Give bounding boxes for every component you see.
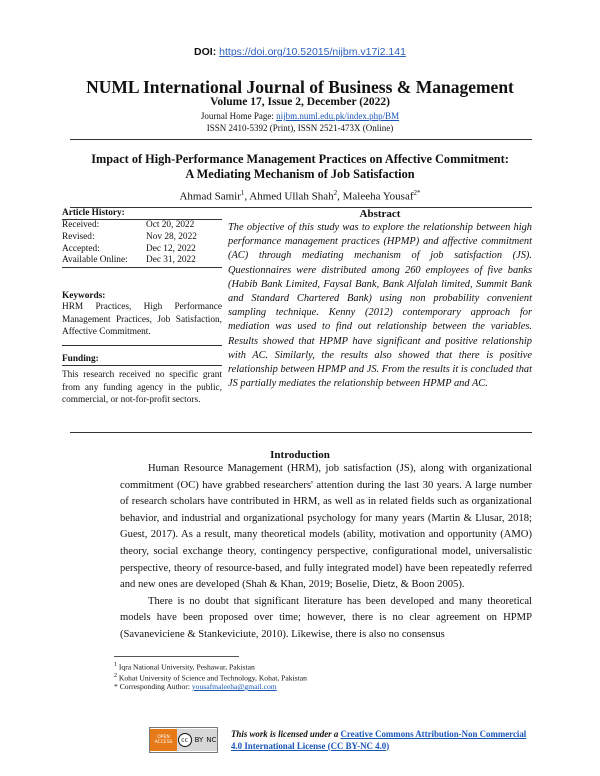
journal-home-page	[0, 111, 600, 121]
history-label: Revised:	[62, 231, 95, 242]
author-list: Ahmad Samir$^1$, Ahmed Ullah Shah$^2$, Maleeha Yousaf$^{2*}$	[179, 189, 421, 203]
abstract-body	[228, 221, 532, 391]
keywords-text: HRM Practices, High Performance Management Practices, Job Satisfaction, Affective Commitment.	[62, 302, 222, 338]
issn-line: ISSN 2410-5392 (Print), ISSN 2521-473X (Online)	[206, 123, 394, 133]
history-label: Accepted:	[62, 243, 100, 254]
author-affiliation-mark: 2	[333, 189, 338, 197]
home-page-label: Journal Home Page:	[200, 111, 274, 121]
by-label: BY	[194, 736, 204, 744]
funding-text: This research received no specific grant from any funding agency in the public, commercial, or not-for-profit sectors.	[62, 370, 222, 406]
history-row	[62, 232, 222, 244]
footnote-divider	[114, 656, 239, 657]
history-date: Nov 28, 2022	[146, 231, 197, 242]
journal-title: NUML International Journal of Business & Management	[86, 77, 514, 97]
home-page-link[interactable]: nijbm.numl.edu.pk/index.php/BM	[276, 111, 400, 121]
author-name: Ahmed Ullah Shah	[249, 190, 334, 203]
nc-label: NC	[206, 736, 217, 744]
doi-label: DOI:	[194, 46, 217, 58]
cc-by-nc-icon	[177, 729, 217, 751]
keywords-title: Keywords:	[62, 291, 106, 301]
author-affiliation-mark: 1	[240, 189, 245, 197]
history-row	[62, 244, 222, 256]
funding-title: Funding:	[62, 354, 99, 364]
abstract-heading: Abstract	[359, 208, 401, 220]
author-name: Ahmad Samir	[179, 190, 241, 203]
keywords-divider	[62, 345, 222, 346]
article-history	[62, 208, 222, 268]
intro-paragraph: There is no doubt that significant literature has been developed and many theoretical models have been proposed over time; however, there is no clear agreement on HPMP (Savaneviciene & Stankeviciute, 2010). Likewise, there is also no consensus	[120, 595, 532, 640]
cc-icon: cc	[178, 733, 192, 747]
abstract-bottom-divider	[70, 432, 532, 433]
open-access-icon: OPEN ACCESS	[150, 729, 177, 751]
doi-line	[0, 46, 600, 58]
funding-block	[62, 354, 222, 407]
history-label: Received:	[62, 220, 100, 230]
license-link[interactable]: Creative Commons Attribution-Non Commercial 4.0 International License (CC BY-NC 4.0)	[231, 729, 527, 751]
keywords-block	[62, 291, 222, 339]
paper-title: Impact of High-Performance Management Practices on Affective Commitment: A Mediating Mechanism of Job Satisfaction	[91, 152, 509, 181]
history-date: Oct 20, 2022	[146, 220, 195, 230]
history-date: Dec 12, 2022	[146, 243, 196, 254]
intro-paragraph: Human Resource Management (HRM), job satisfaction (JS), along with organizational commitment (OC) have grabbed researchers' attention during the last 30 years. A large number of research scholars have contributed in HRM, as well as in related fields such as organizational behavior, and industrial and organizational psychology for many years (Martin & Llusar, 2018; Guest, 2017). As a result, many theoretical models (ability, motivation and opportunity (AMO) theory, social exchange theory, contingency perspective, configurational model, universalistic perspective, theory of resource-based, and fully integrated model) have been repeatedly referred and new ones are developed (Shah & Khan, 2019; Boselie, Dietz, & Boon 2005).	[120, 463, 532, 591]
header-divider	[70, 139, 532, 140]
history-row	[62, 255, 222, 267]
history-label: Available Online:	[62, 255, 128, 266]
license-badge[interactable]	[149, 727, 218, 753]
history-row	[62, 220, 222, 232]
doi-link[interactable]: https://doi.org/10.52015/nijbm.v17i2.141	[219, 46, 406, 58]
history-date: Dec 31, 2022	[146, 255, 196, 266]
footnote-1: $^1$ Iqra National University, Peshawar, Pakistan	[114, 662, 255, 672]
introduction-heading: Introduction	[270, 449, 330, 461]
author-name: Maleeha Yousaf	[342, 190, 414, 203]
abstract-text: The objective of this study was to explore the relationship between high performance management practices (HPMP) and affective commitment (AC) through mediating mechanism of job satisfaction (JS). Questionnaires were distributed among 260 employees of five banks (Habib Bank Limited, Faysal Bank, Bank Alfalah limited, Summit Bank and Standard Chartered Bank) using non probability convenient sampling technique. Kenny (2012) contemporary approach for mediation was used to find out relationship between the variables. Results showed that HPMP have significant and positive relationship with AC. Similarly, the results also showed that there is positive relationship between HPMP and JS. From the results it is concluded that JS partially mediates the relationship between HPMP and AC.	[228, 222, 532, 390]
author-affiliation-mark: 2*	[413, 189, 421, 197]
footnote-2: $^2$ Kohat University of Science and Technology, Kohat, Pakistan	[114, 673, 307, 683]
license-text	[231, 729, 531, 752]
footnote-corresponding: * Corresponding Author: yousafmaleeha@gmail.com	[114, 682, 277, 691]
corresponding-email-link[interactable]: yousafmaleeha@gmail.com	[191, 682, 277, 691]
introduction-body	[120, 461, 532, 644]
volume-issue: Volume 17, Issue 2, December (2022)	[210, 96, 390, 108]
article-history-title: Article History:	[62, 208, 125, 218]
license-lead: This work is licensed under a	[231, 729, 339, 739]
